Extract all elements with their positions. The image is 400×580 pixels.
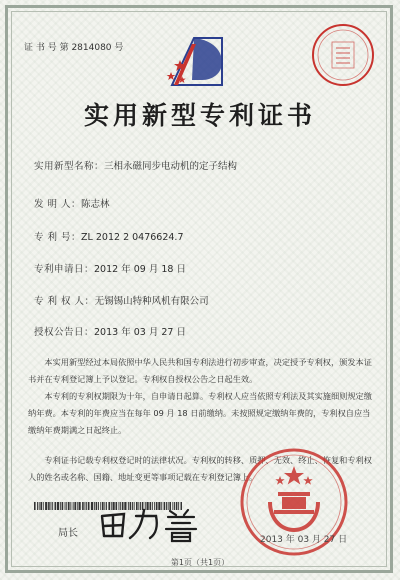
certificate-number: 证 书 号 第 2814080 号 [24,43,124,53]
barcode-bar [43,502,44,510]
barcode-bar [40,502,42,510]
patentee-row [34,293,209,307]
page-footer: 第1页（共1页） [170,558,230,567]
barcode-bar [88,502,90,510]
grant-date-label: 授权公告日： [34,327,95,338]
barcode-bar [68,502,70,510]
grant-date-value: 2013 年 03 月 27 日 [94,327,186,338]
barcode-bar [94,502,95,510]
barcode-bar [39,502,40,510]
top-seal [310,22,376,88]
barcode-bar [65,502,66,510]
director-signature [96,502,216,544]
barcode-bar [91,502,93,510]
barcode-bar [34,502,36,510]
director-label: 局长 [58,528,78,539]
filing-date-value: 2012 年 09 月 18 日 [94,264,186,275]
patent-number-value: ZL 2012 2 0476624.7 [81,232,184,243]
utility-model-name-value: 三相永磁同步电动机的定子结构 [104,161,238,172]
patent-number-label: 专 利 号： [34,232,82,243]
patentee-label: 专 利 权 人： [34,296,95,307]
patentee-value: 无锡锡山特种风机有限公司 [94,296,209,307]
patent-office-logo [162,30,232,96]
barcode-bar [55,502,57,510]
certificate-title: 实用新型专利证书 [83,101,316,130]
barcode-bar [45,502,47,510]
barcode-bar [66,502,67,510]
inventor-row [34,196,110,210]
barcode-bar [85,502,86,510]
patent-number-row [34,229,184,243]
filing-date-label: 专利申请日： [34,264,95,275]
barcode-bar [51,502,52,510]
barcode-bar [86,502,87,510]
barcode-bar [73,502,74,510]
barcode-bar [74,502,76,510]
paragraph-legal-status: 专利证书记载专利权登记时的法律状况。专利权的转移、质押、无效、终止、恢复和专利权人的姓名或名称、国籍、地址变更等事项记载在专利登记簿上。 [28,455,372,482]
barcode-bar [48,502,50,510]
barcode-bar [79,502,81,510]
barcode-bar [60,502,61,510]
inventor-label: 发 明 人： [34,199,82,210]
barcode-bar [37,502,38,510]
inventor-value: 陈志林 [81,199,110,210]
barcode-bar [70,502,71,510]
barcode-bar [77,502,78,510]
barcode-bar [82,502,84,510]
filing-date-row [34,261,186,275]
utility-model-name-label: 实用新型名称： [34,161,105,172]
barcode-bar [57,502,59,510]
paragraph-term-fees: 本专利的专利权期限为十年，自申请日起算。专利权人应当依照专利法及其实施细则规定缴纳年费。本专利的年费应当在每年 09 月 18 日前缴纳。未按照规定缴纳年费的，专利权自应当缴纳年费期满之日起终止。 [28,391,372,435]
barcode-bar [62,502,64,510]
grant-date-row [34,324,186,338]
paragraph-grant: 本实用新型经过本局依照中华人民共和国专利法进行初步审查，决定授予专利权，颁发本证书并在专利登记簿上予以登记。专利权自授权公告之日起生效。 [28,357,372,384]
barcode-bar [52,502,53,510]
utility-model-name-row [34,158,237,172]
seal-date: 2013 年 03 月 27 日 [260,535,348,545]
